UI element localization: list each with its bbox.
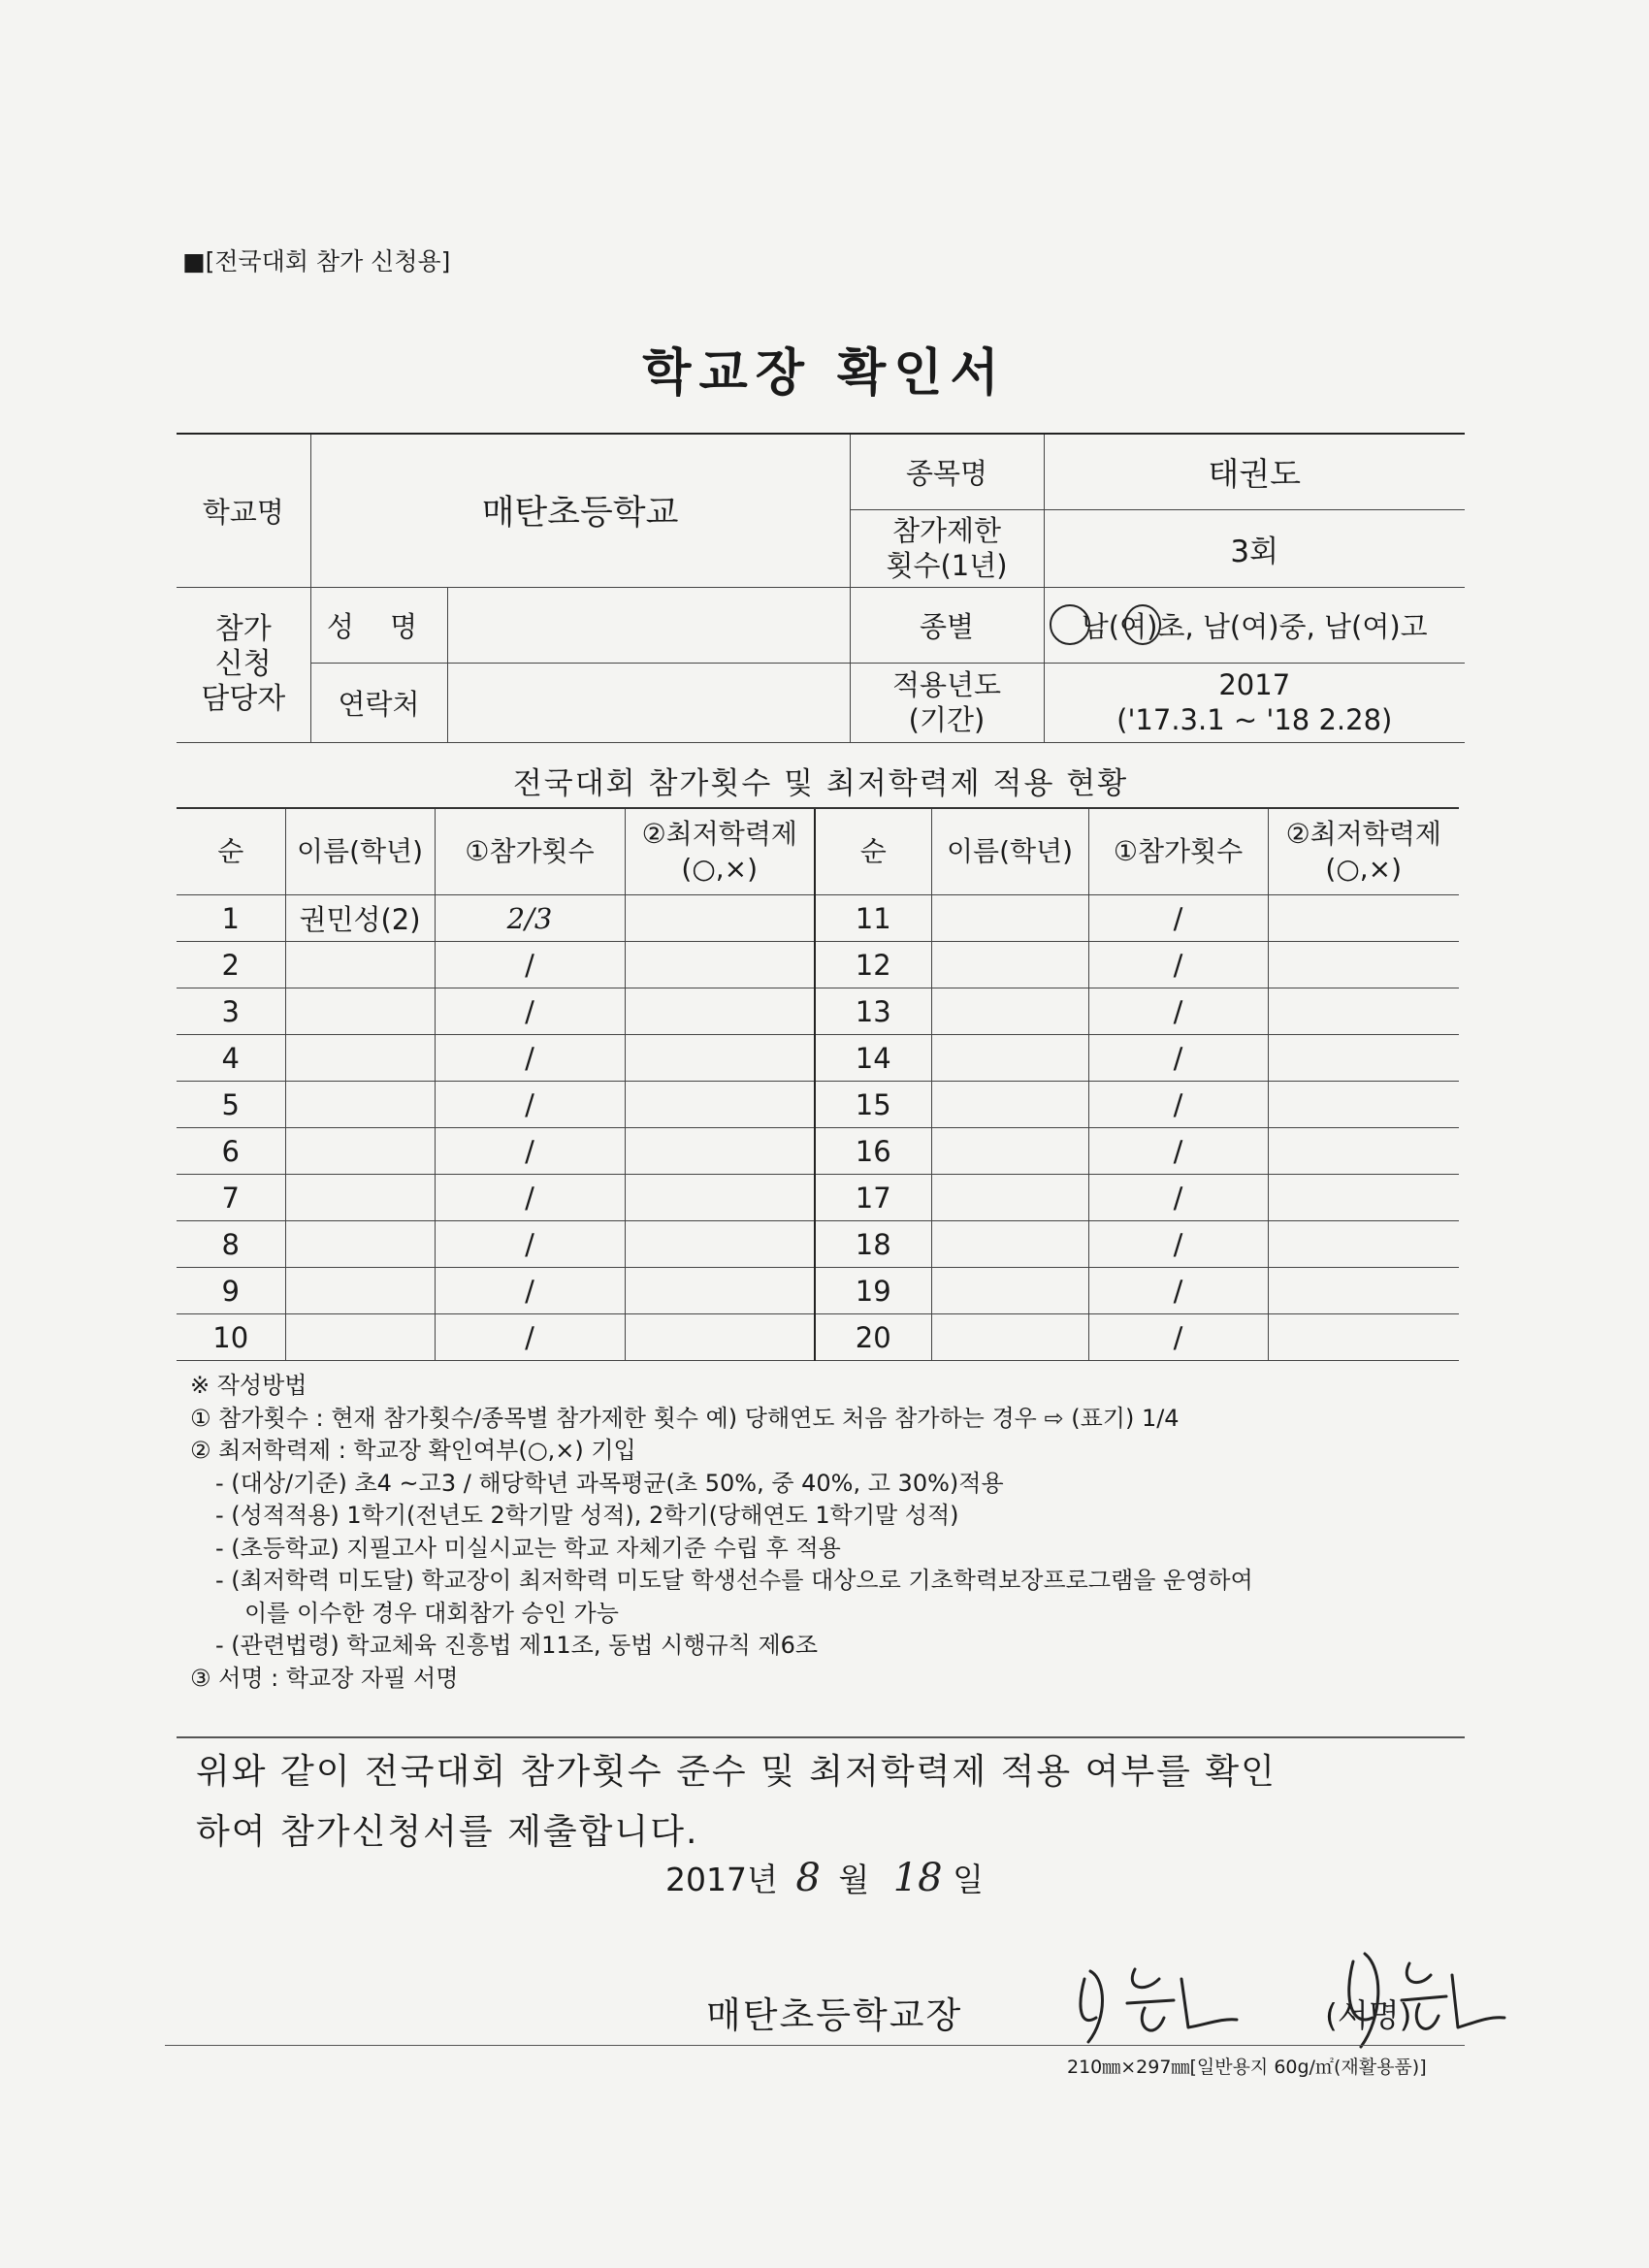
cell-name	[931, 1314, 1088, 1361]
cell-minimum	[1268, 988, 1459, 1035]
school-label: 학교명	[177, 434, 310, 587]
cell-count: 2/3	[435, 895, 625, 942]
cell-minimum	[625, 1314, 815, 1361]
cell-minimum	[1268, 1175, 1459, 1221]
cell-name	[931, 1082, 1088, 1128]
cell-minimum	[625, 1268, 815, 1314]
cell-count: /	[435, 1314, 625, 1361]
date-month-handwritten: 8	[795, 1856, 821, 1900]
signature-label: (서명)	[1325, 1996, 1412, 2034]
cell-minimum	[1268, 1035, 1459, 1082]
applicant-label-line2: 신청	[214, 647, 272, 681]
cell-name	[931, 1175, 1088, 1221]
cell-count: /	[1088, 1035, 1268, 1082]
limit-value: 3회	[1044, 509, 1465, 587]
cell-name	[285, 1175, 435, 1221]
cell-name	[931, 1128, 1088, 1175]
category-value	[1044, 587, 1465, 663]
cell-minimum	[625, 1035, 815, 1082]
year-label-line1: 적용년도	[891, 668, 1002, 701]
cell-seq: 2	[177, 942, 285, 988]
note-line: - (성적적용) 1학기(전년도 2학기말 성적), 2학기(당해연도 1학기말 성적)	[215, 1502, 959, 1529]
date-day-unit: 일	[953, 1861, 984, 1898]
note-line: ① 참가횟수 : 현재 참가횟수/종목별 참가제한 횟수 예) 당해연도 처음 참가하는 경우 ⇨ (표기) 1/4	[190, 1404, 1180, 1432]
name-label: 성 명	[310, 587, 447, 663]
header-count: ①참가횟수	[435, 808, 625, 895]
cell-seq: 9	[177, 1268, 285, 1314]
cell-seq: 1	[177, 895, 285, 942]
category-label: 종별	[850, 587, 1044, 663]
name-value	[447, 587, 850, 663]
cell-seq: 13	[815, 988, 931, 1035]
header-minimum-right-line1: ②최저학력제	[1285, 818, 1441, 850]
cell-seq: 18	[815, 1221, 931, 1268]
contact-label: 연락처	[310, 663, 447, 742]
cell-minimum	[625, 1175, 815, 1221]
cell-name	[285, 1314, 435, 1361]
table-row	[177, 1268, 1459, 1314]
cell-name	[931, 895, 1088, 942]
header-minimum-right	[1268, 808, 1459, 895]
category-value-text: 남(여)초, 남(여)중, 남(여)고	[1081, 609, 1428, 643]
applicant-label-line1: 참가	[214, 612, 272, 646]
cell-minimum	[625, 988, 815, 1035]
cell-name	[931, 988, 1088, 1035]
status-table-title: 전국대회 참가횟수 및 최저학력제 적용 현황	[512, 766, 1129, 801]
cell-minimum	[1268, 1128, 1459, 1175]
header-minimum-line2: (○,×)	[681, 853, 759, 885]
cell-name	[285, 1082, 435, 1128]
cell-name	[931, 1035, 1088, 1082]
table-row	[177, 1175, 1459, 1221]
limit-label	[850, 509, 1044, 587]
cell-name	[931, 1221, 1088, 1268]
cell-count: /	[1088, 1314, 1268, 1361]
cell-seq: 5	[177, 1082, 285, 1128]
cell-count: /	[1088, 1082, 1268, 1128]
date-day-handwritten: 18	[892, 1856, 943, 1900]
cell-count: /	[435, 1221, 625, 1268]
cell-name	[285, 988, 435, 1035]
cell-name	[285, 1128, 435, 1175]
cell-minimum	[1268, 1314, 1459, 1361]
cell-count: /	[435, 1175, 625, 1221]
cell-count: /	[1088, 942, 1268, 988]
cell-seq: 12	[815, 942, 931, 988]
form-type-tag: ■[전국대회 참가 신청용]	[182, 247, 451, 275]
table-row	[177, 988, 1459, 1035]
cell-minimum	[625, 942, 815, 988]
note-line: - (최저학력 미도달) 학교장이 최저학력 미도달 학생선수를 대상으로 기초학력보장프로그램을 운영하여	[215, 1567, 1253, 1594]
cell-count: /	[435, 1128, 625, 1175]
limit-label-line2: 횟수(1년)	[886, 549, 1008, 582]
year-value	[1044, 663, 1465, 742]
event-label: 종목명	[850, 434, 1044, 509]
cell-seq: 3	[177, 988, 285, 1035]
cell-seq: 16	[815, 1128, 931, 1175]
cell-seq: 19	[815, 1268, 931, 1314]
date-month-unit: 월	[838, 1861, 870, 1898]
cell-count: /	[435, 1082, 625, 1128]
cell-seq: 17	[815, 1175, 931, 1221]
cell-seq: 10	[177, 1314, 285, 1361]
cell-minimum	[625, 895, 815, 942]
applicant-label	[177, 587, 310, 742]
cell-name	[285, 942, 435, 988]
cell-count: /	[1088, 895, 1268, 942]
note-line: - (관련법령) 학교체육 진흥법 제11조, 동법 시행규칙 제6조	[215, 1632, 819, 1659]
principal-title: 매탄초등학교장	[706, 1994, 963, 2036]
table-row	[177, 1314, 1459, 1361]
document-title: 학교장 확인서	[642, 344, 1007, 403]
cell-count: /	[1088, 1221, 1268, 1268]
info-table	[177, 433, 1465, 743]
cell-count: /	[435, 1268, 625, 1314]
cell-seq: 20	[815, 1314, 931, 1361]
note-line: ② 최저학력제 : 학교장 확인여부(○,×) 기입	[190, 1437, 636, 1464]
footer-divider	[165, 2045, 1465, 2046]
cell-seq: 8	[177, 1221, 285, 1268]
confirmation-line-2: 하여 참가신청서를 제출합니다.	[196, 1812, 699, 1852]
table-row	[177, 1082, 1459, 1128]
notes-heading: ※ 작성방법	[190, 1372, 307, 1399]
confirmation-line-1: 위와 같이 전국대회 참가횟수 준수 및 최저학력제 적용 여부를 확인	[196, 1752, 1277, 1792]
header-seq: 순	[177, 808, 285, 895]
cell-seq: 6	[177, 1128, 285, 1175]
cell-count: /	[1088, 1268, 1268, 1314]
cell-name	[285, 1221, 435, 1268]
cell-name: 권민성(2)	[285, 895, 435, 942]
paper-spec: 210㎜×297㎜[일반용지 60g/㎡(재활용품)]	[1067, 2057, 1427, 2078]
cell-name	[931, 1268, 1088, 1314]
table-row	[177, 1035, 1459, 1082]
cell-minimum	[625, 1082, 815, 1128]
cell-name	[931, 942, 1088, 988]
cell-seq: 4	[177, 1035, 285, 1082]
cell-count: /	[435, 1035, 625, 1082]
header-name-right: 이름(학년)	[931, 808, 1088, 895]
header-minimum-right-line2: (○,×)	[1325, 853, 1403, 885]
table-row	[177, 1128, 1459, 1175]
cell-name	[285, 1268, 435, 1314]
table-row	[177, 1221, 1459, 1268]
note-line: 이를 이수한 경우 대회참가 승인 가능	[244, 1599, 619, 1627]
event-value: 태권도	[1044, 434, 1465, 509]
note-line: - (초등학교) 지필고사 미실시교는 학교 자체기준 수립 후 적용	[215, 1534, 841, 1562]
divider	[177, 1736, 1465, 1738]
handwritten-circle-marks	[1045, 588, 1466, 664]
year-value-line2: ('17.3.1 ~ '18 2.28)	[1116, 703, 1393, 736]
year-label-line2: (기간)	[908, 703, 986, 736]
limit-label-line1: 참가제한	[891, 514, 1002, 547]
cell-seq: 15	[815, 1082, 931, 1128]
submission-date	[0, 1855, 1649, 1900]
cell-minimum	[1268, 1082, 1459, 1128]
cell-seq: 7	[177, 1175, 285, 1221]
note-line: - (대상/기준) 초4 ~고3 / 해당학년 과목평균(초 50%, 중 40%, 고 30%)적용	[215, 1469, 1004, 1497]
header-seq-right: 순	[815, 808, 931, 895]
writing-instructions	[190, 1370, 1471, 1695]
participation-table	[177, 807, 1459, 1361]
cell-minimum	[625, 1221, 815, 1268]
cell-minimum	[1268, 1268, 1459, 1314]
date-year: 2017년	[664, 1861, 778, 1898]
note-line: ③ 서명 : 학교장 자필 서명	[190, 1664, 459, 1692]
confirmation-statement	[196, 1742, 1467, 1863]
contact-value	[447, 663, 850, 742]
cell-seq: 11	[815, 895, 931, 942]
applicant-label-line3: 담당자	[201, 682, 286, 716]
cell-minimum	[1268, 942, 1459, 988]
header-count-right: ①참가횟수	[1088, 808, 1268, 895]
table-header-row	[177, 808, 1459, 895]
cell-count: /	[1088, 1175, 1268, 1221]
cell-name	[285, 1035, 435, 1082]
school-value: 매탄초등학교	[310, 434, 850, 587]
cell-count: /	[1088, 988, 1268, 1035]
year-label	[850, 663, 1044, 742]
cell-seq: 14	[815, 1035, 931, 1082]
cell-count: /	[1088, 1128, 1268, 1175]
cell-count: /	[435, 942, 625, 988]
header-minimum-line1: ②최저학력제	[641, 818, 797, 850]
table-row	[177, 942, 1459, 988]
handwritten-signature	[1067, 1950, 1242, 2057]
cell-minimum	[625, 1128, 815, 1175]
header-minimum	[625, 808, 815, 895]
table-row	[177, 895, 1459, 942]
handwritten-signature-2	[1334, 1940, 1508, 2066]
year-value-line1: 2017	[1218, 668, 1291, 701]
participation-table-body	[177, 895, 1459, 1361]
cell-count: /	[435, 988, 625, 1035]
cell-minimum	[1268, 1221, 1459, 1268]
header-name: 이름(학년)	[285, 808, 435, 895]
cell-minimum	[1268, 895, 1459, 942]
